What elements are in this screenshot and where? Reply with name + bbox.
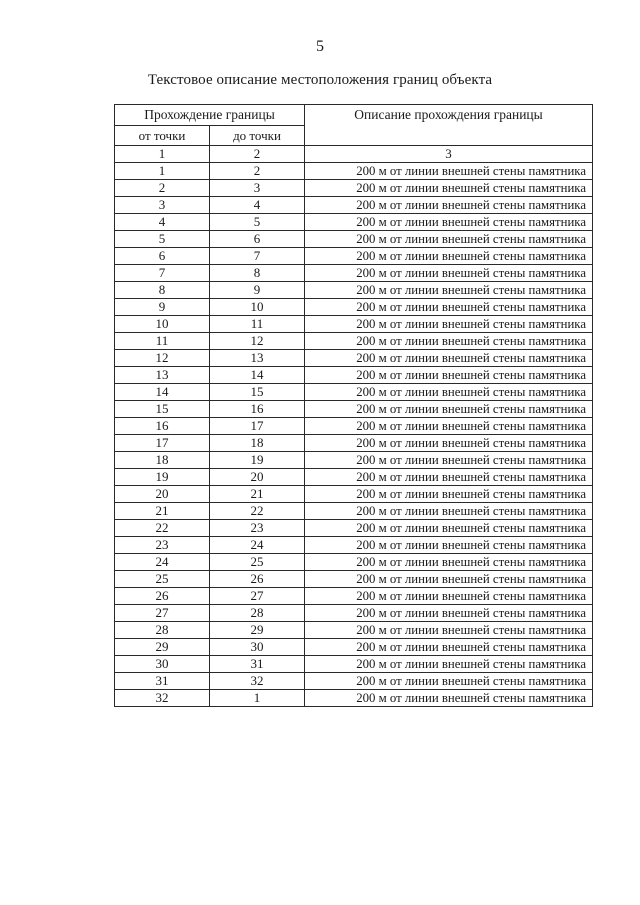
cell-to-point: 16: [210, 401, 305, 418]
table-row: [115, 163, 593, 180]
table-row: [115, 384, 593, 401]
cell-description: 200 м от линии внешней стены памятника: [305, 197, 593, 214]
cell-from-point: 10: [115, 316, 210, 333]
table-row: [115, 282, 593, 299]
cell-to-point: 5: [210, 214, 305, 231]
table-row: [115, 469, 593, 486]
cell-to-point: 6: [210, 231, 305, 248]
cell-to-point: 9: [210, 282, 305, 299]
cell-description: 200 м от линии внешней стены памятника: [305, 350, 593, 367]
cell-description: 200 м от линии внешней стены памятника: [305, 435, 593, 452]
table-row: [115, 486, 593, 503]
cell-to-point: 7: [210, 248, 305, 265]
cell-description: 200 м от линии внешней стены памятника: [305, 452, 593, 469]
table-body: [115, 163, 593, 707]
cell-to-point: 10: [210, 299, 305, 316]
cell-description: 200 м от линии внешней стены памятника: [305, 503, 593, 520]
table-row: [115, 231, 593, 248]
cell-to-point: 29: [210, 622, 305, 639]
header-description: Описание прохождения границы: [305, 105, 593, 146]
table-row: [115, 197, 593, 214]
cell-description: 200 м от линии внешней стены памятника: [305, 673, 593, 690]
column-number: 2: [210, 146, 305, 163]
table-row: [115, 554, 593, 571]
table-row: [115, 418, 593, 435]
cell-description: 200 м от линии внешней стены памятника: [305, 418, 593, 435]
cell-from-point: 11: [115, 333, 210, 350]
cell-to-point: 15: [210, 384, 305, 401]
table-row: [115, 605, 593, 622]
cell-description: 200 м от линии внешней стены памятника: [305, 622, 593, 639]
cell-to-point: 3: [210, 180, 305, 197]
cell-description: 200 м от линии внешней стены памятника: [305, 554, 593, 571]
cell-from-point: 5: [115, 231, 210, 248]
cell-to-point: 8: [210, 265, 305, 282]
table-row: [115, 316, 593, 333]
cell-to-point: 26: [210, 571, 305, 588]
cell-from-point: 8: [115, 282, 210, 299]
cell-description: 200 м от линии внешней стены памятника: [305, 486, 593, 503]
table-row: [115, 503, 593, 520]
cell-from-point: 27: [115, 605, 210, 622]
page-number: 5: [316, 38, 324, 55]
cell-description: 200 м от линии внешней стены памятника: [305, 231, 593, 248]
table-row: [115, 622, 593, 639]
cell-from-point: 21: [115, 503, 210, 520]
cell-description: 200 м от линии внешней стены памятника: [305, 333, 593, 350]
column-number: 1: [115, 146, 210, 163]
table-row: [115, 367, 593, 384]
table-row: [115, 673, 593, 690]
cell-from-point: 16: [115, 418, 210, 435]
cell-to-point: 2: [210, 163, 305, 180]
cell-description: 200 м от линии внешней стены памятника: [305, 384, 593, 401]
cell-description: 200 м от линии внешней стены памятника: [305, 248, 593, 265]
table-row: [115, 248, 593, 265]
cell-from-point: 1: [115, 163, 210, 180]
cell-description: 200 м от линии внешней стены памятника: [305, 690, 593, 707]
table-row: [115, 214, 593, 231]
cell-from-point: 7: [115, 265, 210, 282]
cell-description: 200 м от линии внешней стены памятника: [305, 639, 593, 656]
cell-from-point: 32: [115, 690, 210, 707]
cell-to-point: 25: [210, 554, 305, 571]
table-row: [115, 571, 593, 588]
cell-description: 200 м от линии внешней стены памятника: [305, 469, 593, 486]
cell-to-point: 21: [210, 486, 305, 503]
table-row: [115, 452, 593, 469]
cell-to-point: 32: [210, 673, 305, 690]
cell-description: 200 м от линии внешней стены памятника: [305, 180, 593, 197]
table-row: [115, 656, 593, 673]
table-row: [115, 180, 593, 197]
cell-description: 200 м от линии внешней стены памятника: [305, 656, 593, 673]
cell-from-point: 20: [115, 486, 210, 503]
cell-to-point: 13: [210, 350, 305, 367]
cell-to-point: 18: [210, 435, 305, 452]
cell-from-point: 25: [115, 571, 210, 588]
cell-to-point: 11: [210, 316, 305, 333]
cell-description: 200 м от линии внешней стены памятника: [305, 265, 593, 282]
header-boundary-passage: Прохождение границы: [115, 105, 305, 126]
table-row: [115, 265, 593, 282]
cell-from-point: 17: [115, 435, 210, 452]
cell-from-point: 15: [115, 401, 210, 418]
table-row: [115, 520, 593, 537]
cell-from-point: 26: [115, 588, 210, 605]
table-row: [115, 299, 593, 316]
cell-to-point: 19: [210, 452, 305, 469]
table-row: [115, 333, 593, 350]
column-number-row: [115, 146, 593, 163]
cell-to-point: 22: [210, 503, 305, 520]
cell-description: 200 м от линии внешней стены памятника: [305, 537, 593, 554]
cell-to-point: 23: [210, 520, 305, 537]
table-header: [115, 105, 593, 163]
table-row: [115, 690, 593, 707]
table-row: [115, 639, 593, 656]
cell-description: 200 м от линии внешней стены памятника: [305, 316, 593, 333]
cell-from-point: 9: [115, 299, 210, 316]
cell-description: 200 м от линии внешней стены памятника: [305, 282, 593, 299]
table-row: [115, 350, 593, 367]
cell-from-point: 2: [115, 180, 210, 197]
cell-from-point: 29: [115, 639, 210, 656]
column-number: 3: [305, 146, 593, 163]
cell-from-point: 23: [115, 537, 210, 554]
cell-description: 200 м от линии внешней стены памятника: [305, 401, 593, 418]
cell-to-point: 27: [210, 588, 305, 605]
cell-from-point: 28: [115, 622, 210, 639]
cell-description: 200 м от линии внешней стены памятника: [305, 163, 593, 180]
cell-from-point: 14: [115, 384, 210, 401]
cell-description: 200 м от линии внешней стены памятника: [305, 299, 593, 316]
cell-description: 200 м от линии внешней стены памятника: [305, 588, 593, 605]
cell-description: 200 м от линии внешней стены памятника: [305, 367, 593, 384]
cell-to-point: 28: [210, 605, 305, 622]
cell-to-point: 31: [210, 656, 305, 673]
cell-to-point: 4: [210, 197, 305, 214]
cell-from-point: 18: [115, 452, 210, 469]
table-row: [115, 435, 593, 452]
cell-from-point: 6: [115, 248, 210, 265]
cell-to-point: 24: [210, 537, 305, 554]
cell-description: 200 м от линии внешней стены памятника: [305, 571, 593, 588]
boundary-table: [114, 104, 593, 707]
cell-from-point: 31: [115, 673, 210, 690]
cell-to-point: 30: [210, 639, 305, 656]
table-row: [115, 401, 593, 418]
document-title: Текстовое описание местоположения границ объекта: [147, 72, 493, 88]
table-row: [115, 537, 593, 554]
cell-to-point: 1: [210, 690, 305, 707]
cell-description: 200 м от линии внешней стены памятника: [305, 520, 593, 537]
table-row: [115, 588, 593, 605]
cell-from-point: 12: [115, 350, 210, 367]
cell-to-point: 12: [210, 333, 305, 350]
cell-description: 200 м от линии внешней стены памятника: [305, 605, 593, 622]
cell-from-point: 4: [115, 214, 210, 231]
cell-to-point: 20: [210, 469, 305, 486]
cell-to-point: 17: [210, 418, 305, 435]
cell-from-point: 24: [115, 554, 210, 571]
cell-from-point: 19: [115, 469, 210, 486]
cell-from-point: 3: [115, 197, 210, 214]
cell-to-point: 14: [210, 367, 305, 384]
header-to-point: до точки: [210, 126, 305, 146]
header-from-point: от точки: [115, 126, 210, 146]
cell-from-point: 22: [115, 520, 210, 537]
cell-from-point: 30: [115, 656, 210, 673]
cell-description: 200 м от линии внешней стены памятника: [305, 214, 593, 231]
cell-from-point: 13: [115, 367, 210, 384]
